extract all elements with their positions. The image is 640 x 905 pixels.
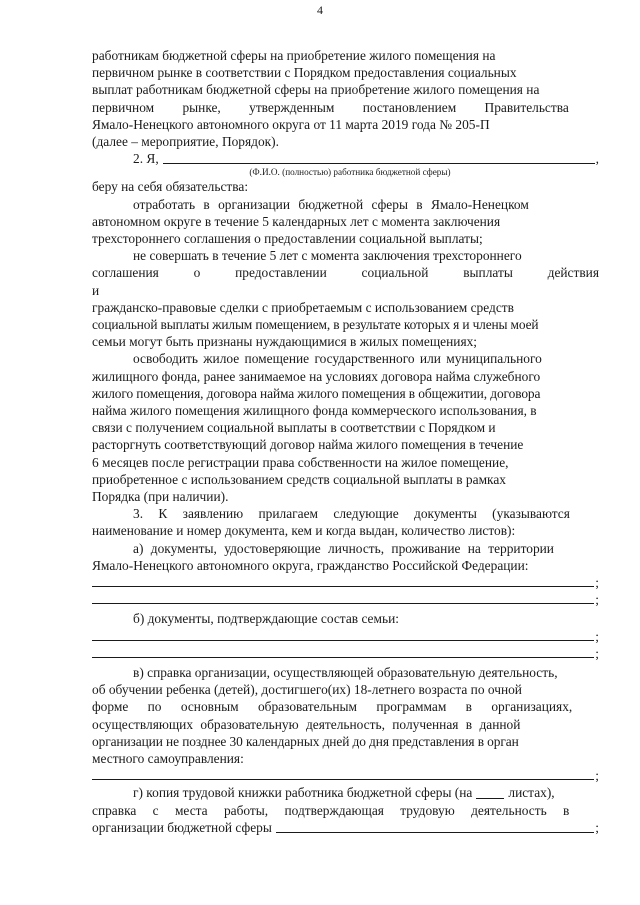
item3-g (92, 784, 599, 836)
intro-paragraph (92, 47, 599, 150)
sheets-count-blank[interactable] (476, 786, 504, 799)
text-line: организации не позднее 30 календарных дней до дня представления в орган (92, 733, 519, 749)
page-number: 4 (317, 3, 323, 17)
g-line-end: ; (595, 819, 599, 835)
text-line: б) документы, подтверждающие состав семьи: (133, 611, 399, 627)
item3-b (92, 610, 599, 662)
fio-caption: (Ф.И.О. (полностью) работника бюджетной сферы) (249, 167, 451, 178)
blank-line[interactable]: ; (92, 591, 599, 608)
text-line: автономном округе в течение 5 календарных лет с момента заключения (92, 213, 501, 229)
text-line: а) документы, удостоверяющие личность, проживание на территории (133, 540, 554, 556)
text-line: приобретенное с использованием средств социальной выплаты в рамках (92, 471, 506, 487)
text-line: (далее – мероприятие, Порядок). (92, 134, 279, 150)
text-line: семьи могут быть признаны нуждающимися в жилых помещениях; (92, 334, 478, 350)
fio-row (92, 150, 599, 167)
text-line: 3. К заявлению прилагаем следующие документы (указываются (133, 506, 570, 522)
text-line: об обучении ребенка (детей), достигшего(их) 18-летнего возраста по очной (92, 682, 522, 698)
text-line: Порядка (при наличии). (92, 489, 229, 505)
text-line (92, 819, 599, 836)
blank-line[interactable]: ; (92, 628, 599, 645)
text-line: соглашения о предоставлении социальной выплаты действия и (92, 265, 599, 298)
text-line: Ямало-Ненецкого автономного округа, гражданство Российской Федерации: (92, 557, 529, 573)
text-line: освободить жилое помещение государственного или муниципального (133, 351, 542, 367)
g-text-start: г) копия трудовой книжки работника бюджетной сферы (на (133, 785, 473, 801)
text-line: в) справка организации, осуществляющей образовательную деятельность, (133, 665, 558, 681)
blank-line[interactable]: ; (92, 645, 599, 662)
document-body (92, 47, 599, 836)
g-org-text: организации бюджетной сферы (92, 819, 272, 835)
text-line: гражданско-правовые сделки с приобретаемым с использованием средств (92, 299, 514, 315)
blank-line[interactable]: ; (92, 574, 599, 591)
text-line: найма жилого помещения жилищного фонда коммерческого использования, в (92, 403, 537, 419)
fio-input-line[interactable] (163, 151, 595, 164)
text-line: форме по основным образовательным программам в организациях, (92, 699, 573, 715)
text-line: связи с получением социальной выплаты в соответствии с Порядком и (92, 420, 496, 436)
item3-intro (92, 505, 599, 539)
obligation-2 (92, 247, 599, 350)
text-line: расторгнуть соответствующий договор найма жилого помещения в течение (92, 437, 524, 453)
text-line: 6 месяцев после регистрации права собственности на жилое помещение, (92, 454, 509, 470)
text-line: справка с места работы, подтверждающая трудовую деятельность в (92, 802, 570, 818)
obligation-3 (92, 350, 599, 505)
item2-prefix: 2. Я, (133, 151, 159, 167)
obligation-1 (92, 196, 599, 248)
obligation-intro: беру на себя обязательства: (92, 179, 249, 195)
text-line: наименование и номер документа, кем и когда выдан, количество листов): (92, 523, 516, 539)
text-line: первичном рынке, утвержденным постановлением Правительства (92, 99, 569, 115)
text-line: осуществляющих образовательную деятельность, полученная в данной (92, 716, 521, 732)
text-line: не совершать в течение 5 лет с момента заключения трехстороннего (133, 248, 522, 264)
text-line: Ямало-Ненецкого автономного округа от 11 марта 2019 года № 205-П (92, 116, 490, 132)
text-line: работникам бюджетной сферы на приобретение жилого помещения на (92, 48, 496, 63)
text-line: отработать в организации бюджетной сферы в Ямало-Ненецком (133, 196, 529, 212)
text-line: жилого помещения, договора найма жилого помещения в общежитии, договора (92, 385, 541, 401)
text-line: местного самоуправления: (92, 751, 244, 767)
text-line: жилищного фонда, ранее занимаемое на условиях договора найма служебного (92, 368, 541, 384)
item3-v (92, 664, 599, 784)
item2-suffix: , (595, 151, 599, 167)
text-line: социальной выплаты жилым помещением, в результате которых я и члены моей (92, 317, 539, 333)
item3-a (92, 540, 599, 609)
text-line (92, 784, 599, 801)
text-line: первичном рынке в соответствии с Порядком предоставления социальных (92, 65, 517, 81)
org-blank-line[interactable] (276, 820, 594, 833)
text-line: выплат работникам бюджетной сферы на приобретение жилого помещения на (92, 82, 540, 98)
text-line: трехстороннего соглашения о предоставлении социальной выплаты; (92, 231, 483, 247)
g-text-end: листах), (508, 785, 555, 801)
blank-line[interactable]: ; (92, 767, 599, 784)
